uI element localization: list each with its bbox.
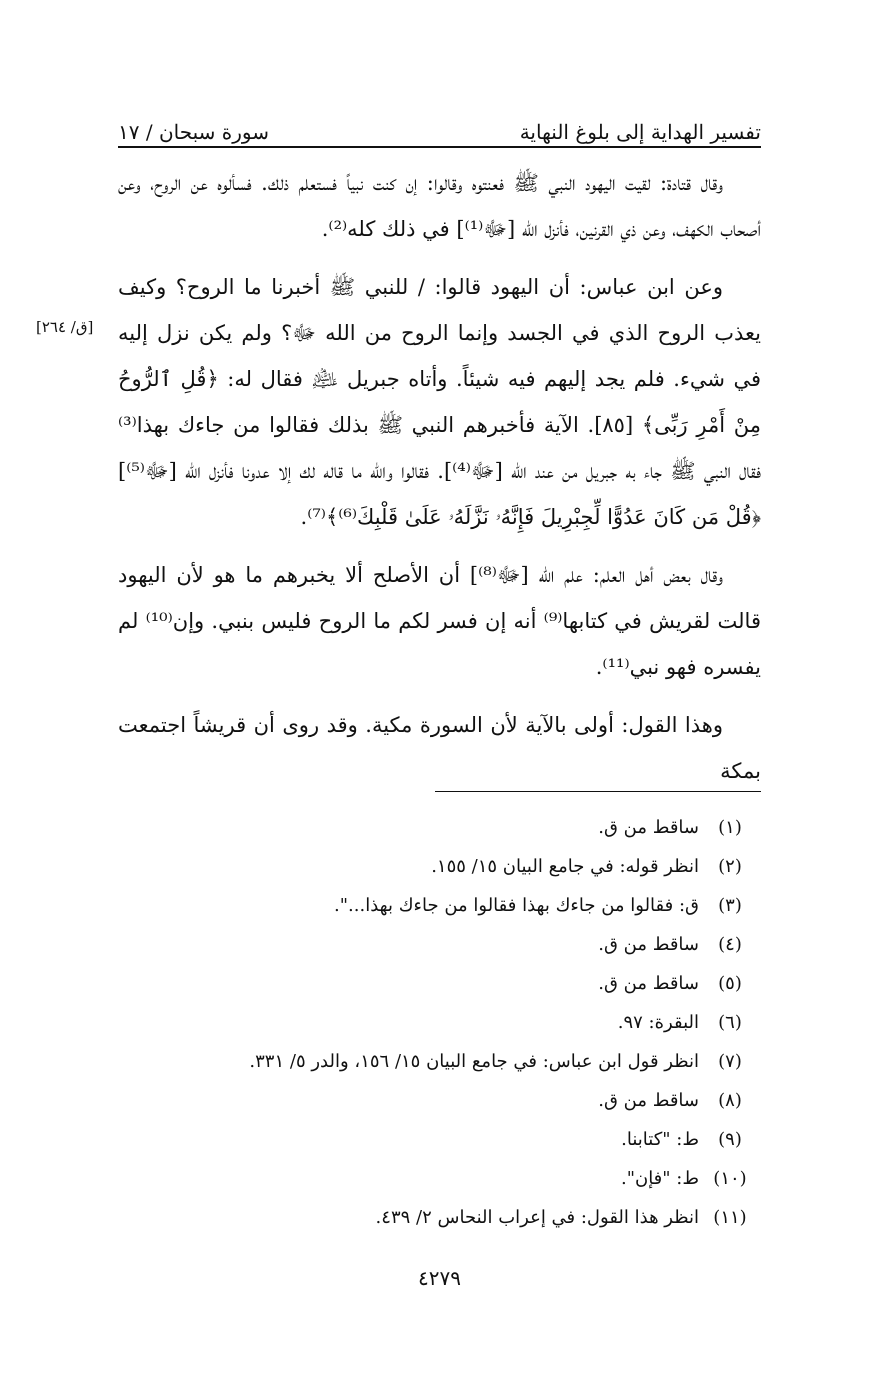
footnote-rule: [435, 791, 761, 792]
footnote-text: ساقط من ق.: [598, 1090, 699, 1111]
footnote-text: ساقط من ق.: [598, 817, 699, 838]
footnote-text: ط: "فإن".: [620, 1168, 699, 1189]
paragraph-3: وقال بعض أهل العلم: علم الله [ﷻ⁽⁸⁾] أن الأصلح ألا يخبرهم ما هو لأن اليهود قالت لقريش في كتابها⁽⁹⁾ أنه إن فسر لكم ما الروح فليس بنبي. وإن⁽¹⁰⁾ لم يفسره فهو نبي⁽¹¹⁾.: [118, 563, 761, 679]
footnote-number: (٥): [718, 973, 742, 994]
footnote-item: [118, 886, 761, 925]
paragraph-4: وهذا القول: أولى بالآية لأن السورة مكية. وقد روى أن قريشاً اجتمعت بمكة: [118, 713, 761, 783]
footnote-text: البقرة: ٩٧.: [617, 1012, 699, 1033]
footnote-item: [118, 1198, 761, 1237]
footnote-item: [118, 808, 761, 847]
header-rule: [118, 146, 761, 148]
book-title: تفسير الهداية إلى بلوغ النهاية: [519, 120, 761, 144]
footnote-text: انظر قول ابن عباس: في جامع البيان ١٥/ ١٥٦، والدر ٥/ ٣٣١.: [249, 1051, 699, 1072]
footnote-item: [118, 1120, 761, 1159]
footnote-text: ق: فقالوا من جاءك بهذا فقالوا من جاءك بهذا...".: [334, 895, 699, 916]
footnote-text: ط: "كتابنا.: [621, 1129, 699, 1150]
footnote-number: (٢): [718, 856, 742, 877]
footnote-text: انظر قوله: في جامع البيان ١٥/ ١٥٥.: [431, 856, 699, 877]
footnote-number: (١): [718, 817, 742, 838]
footnote-item: [118, 1003, 761, 1042]
paragraph-2: وعن ابن عباس: أن اليهود قالوا: / للنبي ﷺ أخبرنا ما الروح؟ وكيف يعذب الروح الذي في الجسد وإنما الروح من الله ﷻ؟ ولم يكن نزل إليه في شيء. فلم يجد إليهم فيه شيئاً. وأتاه جبريل ﵇ فقال له: ﴿قُلِ ٱلرُّوحُ مِنْ أَمْرِ رَبِّى﴾ [٨٥]. الآية فأخبرهم النبي ﷺ بذلك فقالوا من جاءك بهذا⁽³⁾ فقال النبي ﷺ جاء به جبريل من عند الله [ﷻ⁽⁴⁾]. فقالوا والله ما قاله لك إلا عدونا فأنزل الله [ﷻ⁽⁵⁾] ﴿قُلْ مَن كَانَ عَدُوًّا لِّجِبْرِيلَ فَإِنَّهُۥ نَزَّلَهُۥ عَلَىٰ قَلْبِكَ⁽⁶⁾﴾⁽⁷⁾.: [118, 275, 762, 529]
footnote-number: (١١): [713, 1207, 747, 1228]
manuscript-folio-marker: [ق/ ٢٦٤]: [36, 318, 94, 336]
paragraph-1: وقال قتادة: لقيت اليهود النبي ﷺ فعنتوه وقالوا: إن كنت نبياً فستعلم ذلك. فسألوه عن الروح، وعن أصحاب الكهف، وعن ذي القرنين، فأنزل الله [ﷻ⁽¹⁾] في ذلك كله⁽²⁾.: [118, 171, 761, 241]
footnote-text: انظر هذا القول: في إعراب النحاس ٢/ ٤٣٩.: [375, 1207, 699, 1228]
footnote-item: [118, 964, 761, 1003]
footnote-text: ساقط من ق.: [598, 973, 699, 994]
footnote-item: [118, 847, 761, 886]
footnote-number: (٩): [718, 1129, 742, 1150]
footnote-item: [118, 1042, 761, 1081]
body-text: [118, 160, 761, 806]
footnote-number: (٨): [718, 1090, 742, 1111]
footnotes-list: [118, 808, 761, 1237]
footnote-number: (١٠): [713, 1168, 747, 1189]
footnote-number: (٣): [718, 895, 742, 916]
footnote-number: (٧): [718, 1051, 742, 1072]
footnote-number: (٦): [718, 1012, 742, 1033]
footnote-text: ساقط من ق.: [598, 934, 699, 955]
footnote-number: (٤): [718, 934, 742, 955]
footnote-item: [118, 1159, 761, 1198]
footnote-item: [118, 925, 761, 964]
page-number: ٤٢٧٩: [418, 1266, 461, 1290]
footnote-item: [118, 1081, 761, 1120]
running-header: [118, 104, 761, 148]
surah-label: سورة سبحان / ١٧: [118, 120, 270, 144]
